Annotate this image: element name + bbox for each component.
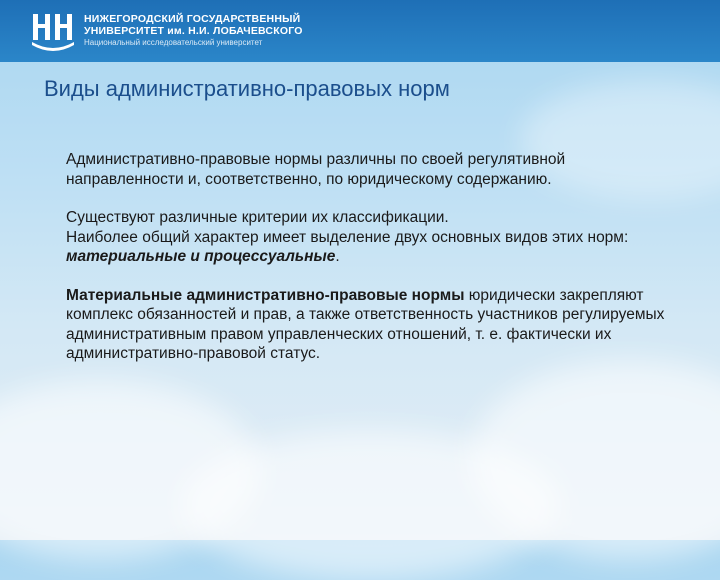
- university-logo-icon: [30, 10, 76, 52]
- university-subtitle: Национальный исследовательский университет: [84, 38, 263, 47]
- paragraph-criteria: Существуют различные критерии их классификации.: [66, 209, 449, 226]
- paragraph-types: [66, 228, 686, 267]
- material-norms-term: Материальные административно-правовые нормы: [66, 286, 465, 304]
- slide-body: [66, 150, 686, 364]
- university-name: [84, 13, 303, 48]
- header-band: [0, 0, 720, 62]
- material-norms-definition: юридически закрепляют комплекс обязанностей и прав, а также ответственность участников регулируемых административным правом управленческих отношений, т. е. фактически их административно-правовой статус.: [66, 286, 665, 362]
- slide-title: Виды административно-правовых норм: [44, 76, 450, 101]
- types-emphasis: материальные и процессуальные: [66, 248, 336, 265]
- types-text: Наиболее общий характер имеет выделение двух основных видов этих норм:: [66, 228, 629, 246]
- university-name-line1: НИЖЕГОРОДСКИЙ ГОСУДАРСТВЕННЫЙ: [84, 13, 301, 25]
- paragraph-intro: Административно-правовые нормы различны по своей регулятивной направленности и, соответственно, по юридическому содержанию.: [66, 151, 566, 188]
- paragraph-material-norms: [66, 286, 686, 364]
- university-name-line2: УНИВЕРСИТЕТ им. Н.И. ЛОБАЧЕВСКОГО: [84, 25, 303, 37]
- types-end: .: [335, 248, 340, 265]
